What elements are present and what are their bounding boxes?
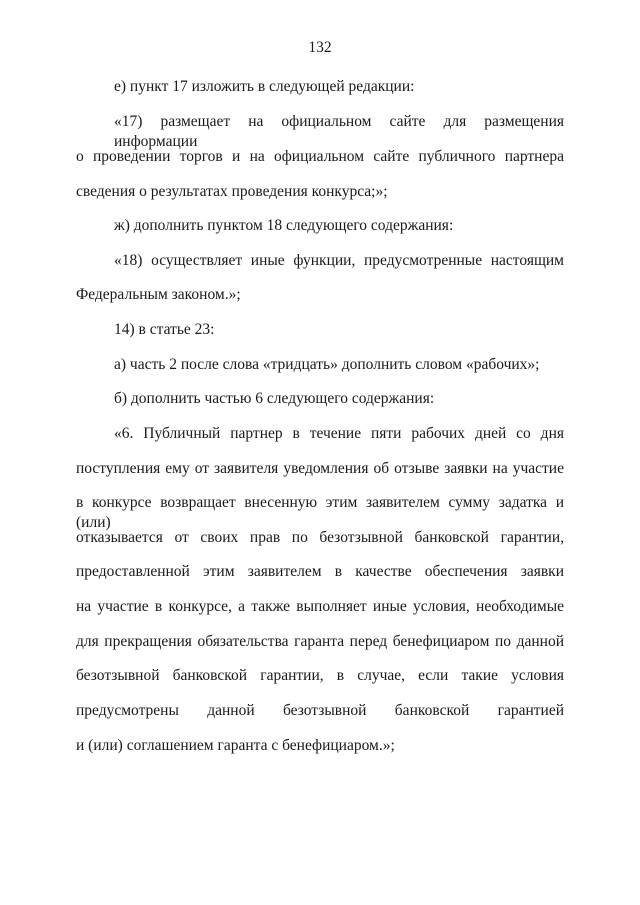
text-line: сведения о результатах проведения конкурса;»; [76, 183, 388, 200]
text-line: и (или) соглашением гаранта с бенефициаром.»; [76, 737, 395, 754]
text-line: о проведении торгов и на официальном сайте публичного партнера [76, 148, 564, 165]
text-line: на участие в конкурсе, а также выполняет иные условия, необходимые [76, 598, 564, 615]
text-line: в конкурсе возвращает внесенную этим заявителем сумму задатка и (или) [76, 494, 564, 531]
text-line: Федеральным законом.»; [76, 286, 241, 303]
text-line: отказывается от своих прав по безотзывной банковской гарантии, [76, 529, 564, 546]
text-line: а) часть 2 после слова «тридцать» дополнить словом «рабочих»; [114, 356, 540, 373]
text-line: «6. Публичный партнер в течение пяти рабочих дней со дня [114, 425, 564, 442]
text-line: поступления ему от заявителя уведомления об отзыве заявки на участие [76, 460, 564, 477]
text-line: «17) размещает на официальном сайте для размещения информации [114, 113, 564, 150]
text-line: ж) дополнить пунктом 18 следующего содержания: [114, 217, 454, 234]
text-line: 14) в статье 23: [114, 321, 215, 338]
text-line: предоставленной этим заявителем в качестве обеспечения заявки [76, 563, 564, 580]
text-line: безотзывной банковской гарантии, в случае, если такие условия [76, 667, 564, 684]
page-number: 132 [308, 39, 332, 56]
text-line: е) пункт 17 изложить в следующей редакции: [114, 78, 415, 95]
text-line: для прекращения обязательства гаранта перед бенефициаром по данной [76, 633, 564, 650]
text-line: б) дополнить частью 6 следующего содержания: [114, 390, 435, 407]
text-line: «18) осуществляет иные функции, предусмотренные настоящим [114, 252, 564, 269]
text-line: предусмотрены данной безотзывной банковской гарантией [76, 702, 564, 719]
